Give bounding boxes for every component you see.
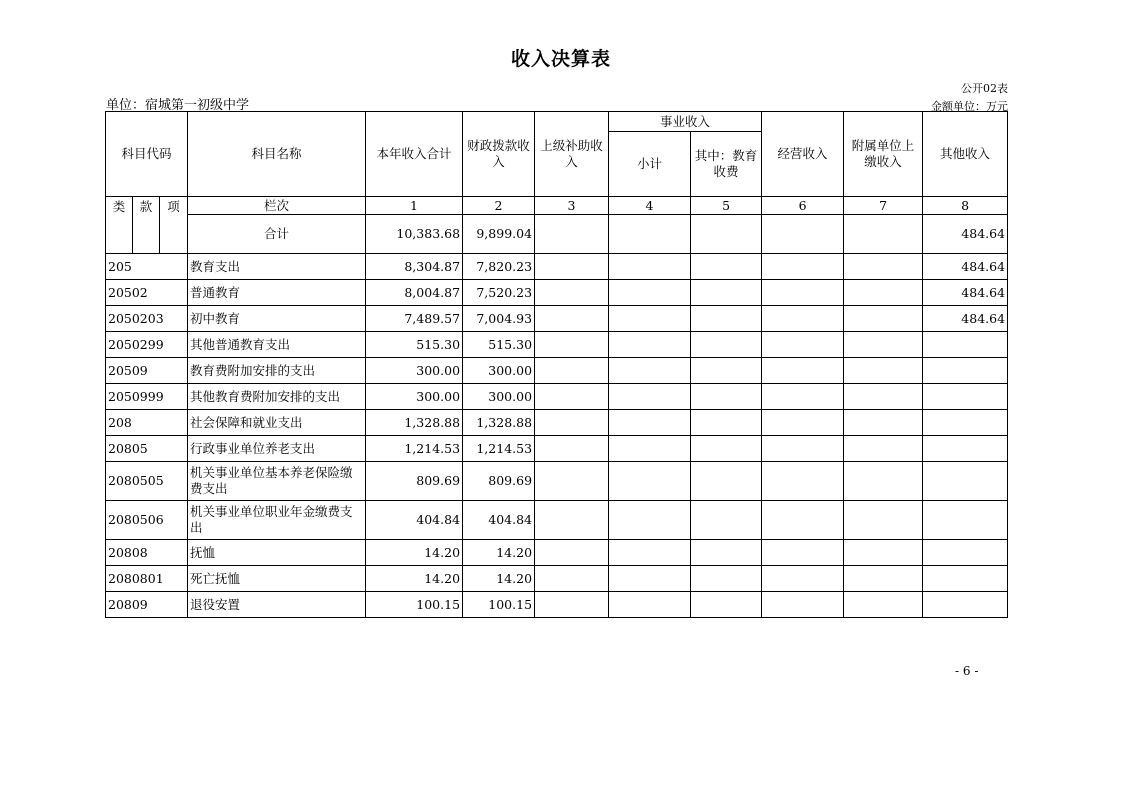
row-other	[923, 332, 1008, 358]
empty-cell	[609, 501, 691, 540]
row-fiscal: 1,214.53	[463, 436, 535, 462]
row-total: 300.00	[366, 384, 463, 410]
row-fiscal: 7,520.23	[463, 280, 535, 306]
row-other: 484.64	[923, 280, 1008, 306]
empty-cell	[844, 592, 923, 618]
row-fiscal: 100.15	[463, 592, 535, 618]
empty-cell	[844, 254, 923, 280]
empty-cell	[844, 280, 923, 306]
empty-cell	[535, 592, 609, 618]
row-fiscal: 300.00	[463, 358, 535, 384]
empty-cell	[609, 280, 691, 306]
empty-cell	[762, 501, 844, 540]
row-code: 2080506	[106, 501, 188, 540]
empty-cell	[609, 358, 691, 384]
row-total: 404.84	[366, 501, 463, 540]
column-number: 7	[844, 197, 923, 215]
empty-cell	[762, 592, 844, 618]
row-total: 1,214.53	[366, 436, 463, 462]
row-other	[923, 592, 1008, 618]
header-xiang: 项	[160, 197, 188, 254]
header-edu-fee: 其中：教育收费	[691, 132, 762, 197]
empty-cell	[762, 540, 844, 566]
empty-cell	[691, 280, 762, 306]
empty-cell	[844, 462, 923, 501]
row-fiscal: 404.84	[463, 501, 535, 540]
header-subject-name: 科目名称	[188, 112, 366, 197]
row-fiscal: 7,004.93	[463, 306, 535, 332]
column-number: 4	[609, 197, 691, 215]
empty-cell	[609, 540, 691, 566]
empty-cell	[691, 306, 762, 332]
empty-cell	[535, 358, 609, 384]
column-number-label: 栏次	[188, 197, 366, 215]
unit-label: 单位：宿城第一初级中学	[106, 98, 250, 113]
row-code: 20808	[106, 540, 188, 566]
row-code: 2050299	[106, 332, 188, 358]
table-row	[106, 332, 1008, 358]
empty-cell	[762, 358, 844, 384]
page-title: 收入决算表	[510, 48, 611, 70]
empty-cell	[762, 280, 844, 306]
row-code: 205	[106, 254, 188, 280]
table-row	[106, 280, 1008, 306]
empty-cell	[762, 436, 844, 462]
empty-cell	[844, 358, 923, 384]
table-row	[106, 254, 1008, 280]
empty-cell	[691, 254, 762, 280]
row-name: 抚恤	[188, 540, 366, 566]
table-row	[106, 462, 1008, 501]
empty-cell	[535, 332, 609, 358]
header-affiliated: 附属单位上缴收入	[844, 112, 923, 197]
row-other	[923, 462, 1008, 501]
empty-cell	[691, 592, 762, 618]
empty-cell	[762, 332, 844, 358]
table-row	[106, 501, 1008, 540]
row-other	[923, 410, 1008, 436]
row-name: 退役安置	[188, 592, 366, 618]
row-fiscal: 7,820.23	[463, 254, 535, 280]
empty-cell	[844, 436, 923, 462]
row-name: 其他普通教育支出	[188, 332, 366, 358]
row-fiscal: 1,328.88	[463, 410, 535, 436]
empty-cell	[691, 462, 762, 501]
empty-cell	[762, 384, 844, 410]
total-row-other: 484.64	[923, 215, 1008, 254]
empty-cell	[844, 410, 923, 436]
row-total: 100.15	[366, 592, 463, 618]
table-row	[106, 384, 1008, 410]
empty-cell	[844, 540, 923, 566]
empty-cell	[535, 384, 609, 410]
header-total-income: 本年收入合计	[366, 112, 463, 197]
column-number: 5	[691, 197, 762, 215]
header-lei: 类	[106, 197, 133, 254]
empty-cell	[844, 566, 923, 592]
total-row-fiscal: 9,899.04	[463, 215, 535, 254]
empty-cell	[691, 566, 762, 592]
empty-cell	[535, 254, 609, 280]
empty-cell	[609, 566, 691, 592]
empty-cell	[762, 254, 844, 280]
row-total: 8,304.87	[366, 254, 463, 280]
row-other	[923, 501, 1008, 540]
column-number: 6	[762, 197, 844, 215]
row-code: 20809	[106, 592, 188, 618]
row-total: 14.20	[366, 566, 463, 592]
row-other	[923, 358, 1008, 384]
row-fiscal: 300.00	[463, 384, 535, 410]
empty-cell	[691, 410, 762, 436]
row-code: 2080505	[106, 462, 188, 501]
empty-cell	[535, 462, 609, 501]
empty-cell	[609, 592, 691, 618]
header-kuan: 款	[133, 197, 160, 254]
empty-cell	[691, 215, 762, 254]
row-code: 20509	[106, 358, 188, 384]
table-row	[106, 566, 1008, 592]
table-row	[106, 436, 1008, 462]
row-other	[923, 540, 1008, 566]
empty-cell	[609, 436, 691, 462]
row-name: 社会保障和就业支出	[188, 410, 366, 436]
row-code: 20805	[106, 436, 188, 462]
empty-cell	[844, 332, 923, 358]
empty-cell	[762, 215, 844, 254]
income-table	[105, 111, 1008, 618]
empty-cell	[691, 332, 762, 358]
empty-cell	[535, 215, 609, 254]
empty-cell	[844, 384, 923, 410]
empty-cell	[535, 566, 609, 592]
row-code: 208	[106, 410, 188, 436]
empty-cell	[609, 254, 691, 280]
column-number: 1	[366, 197, 463, 215]
row-total: 515.30	[366, 332, 463, 358]
row-total: 7,489.57	[366, 306, 463, 332]
row-name: 其他教育费附加安排的支出	[188, 384, 366, 410]
empty-cell	[535, 436, 609, 462]
header-business-income: 事业收入	[609, 112, 762, 132]
empty-cell	[691, 384, 762, 410]
empty-cell	[762, 306, 844, 332]
row-name: 机关事业单位基本养老保险缴费支出	[188, 462, 366, 501]
row-other	[923, 566, 1008, 592]
empty-cell	[535, 410, 609, 436]
table-body	[106, 254, 1008, 618]
empty-cell	[535, 501, 609, 540]
row-fiscal: 14.20	[463, 540, 535, 566]
empty-cell	[691, 540, 762, 566]
empty-cell	[609, 384, 691, 410]
row-total: 1,328.88	[366, 410, 463, 436]
empty-cell	[535, 306, 609, 332]
row-code: 2050999	[106, 384, 188, 410]
table-row	[106, 410, 1008, 436]
row-name: 初中教育	[188, 306, 366, 332]
header-fiscal: 财政拨款收入	[463, 112, 535, 197]
total-row-total: 10,383.68	[366, 215, 463, 254]
table-row	[106, 358, 1008, 384]
table-row	[106, 306, 1008, 332]
column-number: 3	[535, 197, 609, 215]
row-name: 机关事业单位职业年金缴费支出	[188, 501, 366, 540]
empty-cell	[535, 540, 609, 566]
column-number: 2	[463, 197, 535, 215]
row-name: 普通教育	[188, 280, 366, 306]
empty-cell	[844, 501, 923, 540]
form-number: 公开02表	[961, 82, 1008, 95]
row-other: 484.64	[923, 306, 1008, 332]
empty-cell	[609, 410, 691, 436]
row-total: 8,004.87	[366, 280, 463, 306]
row-name: 行政事业单位养老支出	[188, 436, 366, 462]
empty-cell	[844, 306, 923, 332]
row-other	[923, 436, 1008, 462]
empty-cell	[762, 566, 844, 592]
empty-cell	[609, 215, 691, 254]
column-number: 8	[923, 197, 1008, 215]
empty-cell	[844, 215, 923, 254]
row-name: 死亡抚恤	[188, 566, 366, 592]
row-code: 2080801	[106, 566, 188, 592]
header-superior-subsidy: 上级补助收入	[535, 112, 609, 197]
empty-cell	[609, 462, 691, 501]
header-subtotal: 小计	[609, 132, 691, 197]
row-name: 教育费附加安排的支出	[188, 358, 366, 384]
header-subject-code: 科目代码	[106, 112, 188, 197]
page-number: - 6 -	[955, 664, 979, 678]
row-total: 14.20	[366, 540, 463, 566]
table-row	[106, 592, 1008, 618]
row-other: 484.64	[923, 254, 1008, 280]
row-other	[923, 384, 1008, 410]
row-total: 809.69	[366, 462, 463, 501]
total-row-label: 合计	[188, 215, 366, 254]
empty-cell	[609, 306, 691, 332]
row-total: 300.00	[366, 358, 463, 384]
empty-cell	[762, 410, 844, 436]
table-row	[106, 540, 1008, 566]
amount-unit-label: 金额单位：万元	[931, 100, 1008, 113]
empty-cell	[691, 501, 762, 540]
row-fiscal: 809.69	[463, 462, 535, 501]
header-other: 其他收入	[923, 112, 1008, 197]
empty-cell	[535, 280, 609, 306]
table-header	[106, 112, 1008, 254]
row-fiscal: 515.30	[463, 332, 535, 358]
header-operating: 经营收入	[762, 112, 844, 197]
empty-cell	[762, 462, 844, 501]
empty-cell	[691, 436, 762, 462]
row-code: 20502	[106, 280, 188, 306]
row-code: 2050203	[106, 306, 188, 332]
empty-cell	[609, 332, 691, 358]
empty-cell	[691, 358, 762, 384]
row-fiscal: 14.20	[463, 566, 535, 592]
row-name: 教育支出	[188, 254, 366, 280]
